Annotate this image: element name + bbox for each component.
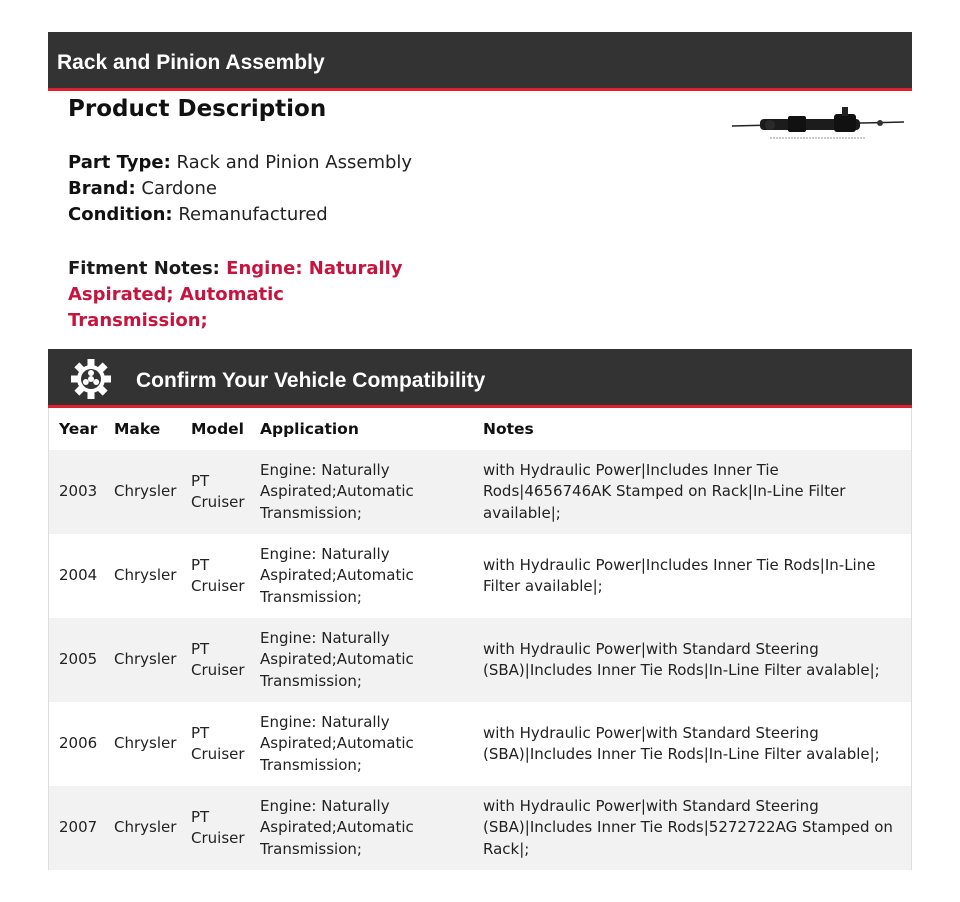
table-row — [49, 618, 911, 702]
spec-value: Remanufactured — [178, 204, 328, 225]
column-header-notes: Notes — [483, 420, 534, 438]
cell-notes: with Hydraulic Power|Includes Inner Tie Rods|4656746AK Stamped on Rack|In-Line Filter available|; — [473, 450, 911, 534]
cell-year: 2003 — [49, 450, 104, 534]
cell-year: 2006 — [59, 734, 98, 753]
column-header-model: Model — [191, 420, 244, 438]
section-header-bar — [48, 32, 912, 91]
compatibility-table — [49, 408, 911, 870]
fitment-value: Engine: Naturally Aspirated; Automatic Transmission; — [68, 258, 403, 331]
cell-notes: with Hydraulic Power|with Standard Steering (SBA)|Includes Inner Tie Rods|5272722AG Stamped on Rack|; — [473, 786, 911, 870]
cell-year: 2007 — [49, 786, 104, 870]
cell-application: Engine: Naturally Aspirated;Automatic Transmission; — [260, 712, 414, 774]
cell-model: PT Cruiser — [181, 618, 250, 702]
spec-list — [68, 150, 412, 228]
cell-model: PT Cruiser — [191, 555, 245, 595]
description-heading: Product Description — [68, 96, 327, 122]
cell-make: Chrysler — [104, 786, 181, 870]
compatibility-table-container — [48, 408, 912, 870]
spec-condition — [68, 202, 412, 228]
cell-make: Chrysler — [104, 450, 181, 534]
compatibility-title: Confirm Your Vehicle Compatibility — [136, 369, 486, 392]
fitment-label: Fitment Notes: — [68, 258, 220, 279]
cell-notes: with Hydraulic Power|with Standard Steering (SBA)|Includes Inner Tie Rods|In-Line Filter avalable|; — [473, 618, 911, 702]
spec-label: Part Type: — [68, 152, 171, 173]
cell-application: Engine: Naturally Aspirated;Automatic Transmission; — [250, 786, 473, 870]
table-header-row — [49, 408, 911, 450]
gear-icon — [70, 358, 112, 400]
product-description — [68, 96, 326, 122]
table-row — [49, 786, 911, 870]
cell-notes: with Hydraulic Power|Includes Inner Tie Rods|In-Line Filter available|; — [483, 555, 876, 595]
spec-value: Cardone — [141, 178, 217, 199]
cell-model: PT Cruiser — [181, 450, 250, 534]
table-row — [49, 534, 911, 618]
cell-application: Engine: Naturally Aspirated;Automatic Transmission; — [260, 544, 414, 606]
spec-label: Condition: — [68, 204, 173, 225]
fitment-notes — [68, 256, 428, 334]
product-image — [730, 104, 906, 144]
compatibility-header-bar — [48, 349, 912, 408]
column-header-application: Application — [260, 420, 359, 438]
cell-year: 2005 — [49, 618, 104, 702]
spec-value: Rack and Pinion Assembly — [176, 152, 413, 173]
cell-make: Chrysler — [104, 618, 181, 702]
spec-brand — [68, 176, 412, 202]
cell-model: PT Cruiser — [191, 723, 245, 763]
cell-make: Chrysler — [114, 734, 177, 753]
cell-notes: with Hydraulic Power|with Standard Steering (SBA)|Includes Inner Tie Rods|In-Line Filter avalable|; — [483, 723, 880, 763]
cell-year: 2004 — [59, 566, 98, 585]
cell-application: Engine: Naturally Aspirated;Automatic Transmission; — [250, 618, 473, 702]
cell-model: PT Cruiser — [181, 786, 250, 870]
table-row — [49, 702, 911, 786]
spec-part-type — [68, 150, 412, 176]
cell-application: Engine: Naturally Aspirated;Automatic Transmission; — [250, 450, 473, 534]
spec-label: Brand: — [68, 178, 136, 199]
column-header-year: Year — [59, 420, 98, 438]
cell-make: Chrysler — [114, 566, 177, 585]
section-title: Rack and Pinion Assembly — [57, 51, 325, 74]
column-header-make: Make — [114, 420, 161, 438]
table-row — [49, 450, 911, 534]
